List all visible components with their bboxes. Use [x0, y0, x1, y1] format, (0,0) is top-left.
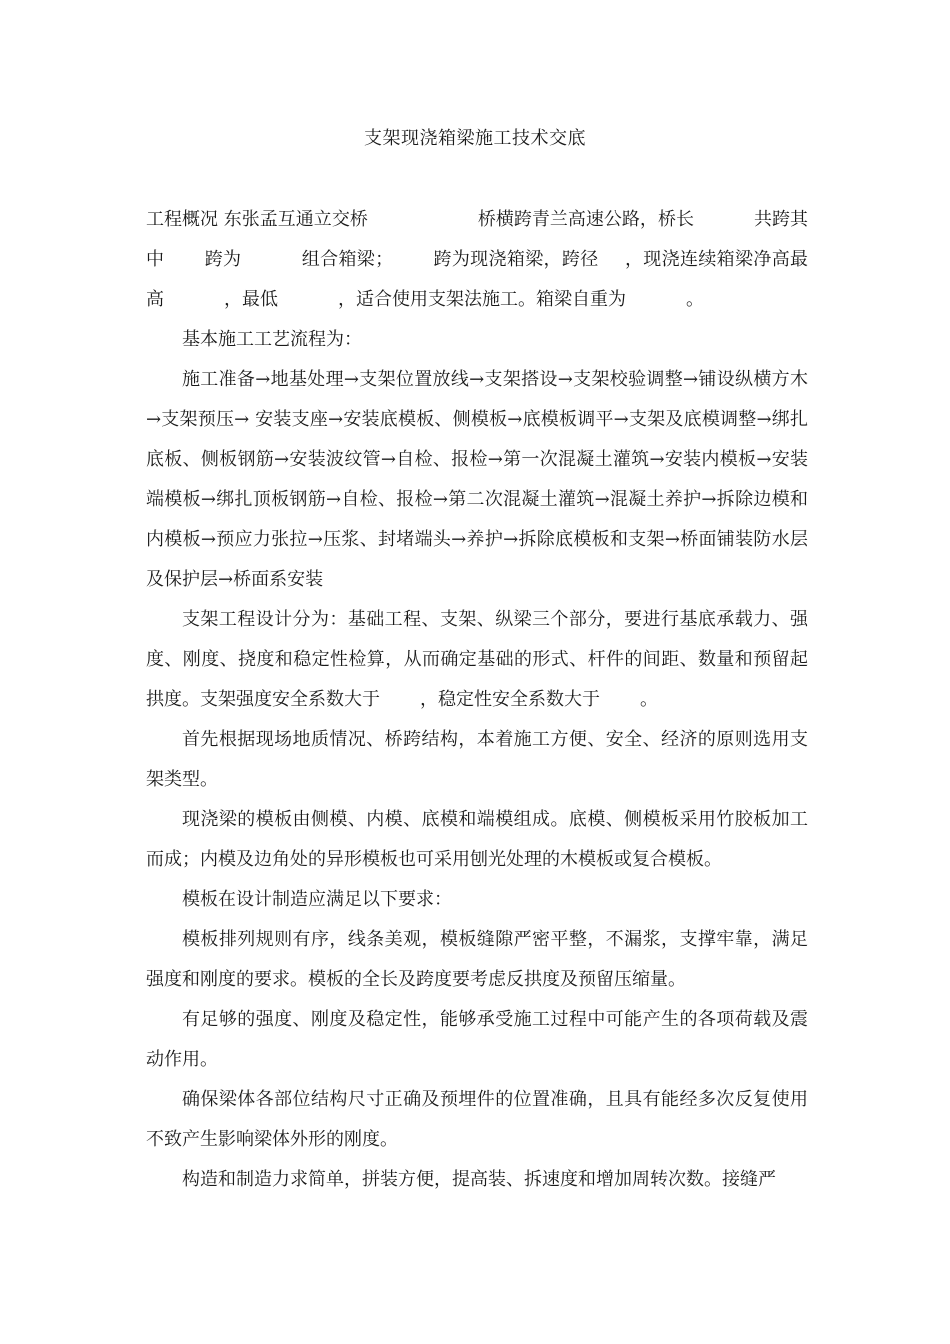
- paragraph-requirement-1: 模板排列规则有序，线条美观，模板缝隙严密平整，不漏浆，支撑牢靠，满足强度和刚度的要求。模板的全长及跨度要考虑反拱度及预留压缩量。: [146, 929, 808, 990]
- design-text-2: ，稳定性安全系数大于: [420, 689, 600, 710]
- paragraph-process-flow: 施工准备→地基处理→支架位置放线→支架搭设→支架校验调整→铺设纵横方木→支架预压→ 安装支座→安装底模板、侧模板→底模板调平→支架及底模调整→绑扎底板、侧板钢筋→安装波纹管→自检、报检→第一次混凝土灌筑→安装内模板→安装端模板→绑扎顶板钢筋→自检、报检→第二次混凝土灌筑→混凝土养护→拆除边模和内模板→预应力张拉→压浆、封堵端头→养护→拆除底模板和支架→桥面铺装防水层及保护层→桥面系安装: [146, 369, 808, 590]
- overview-text-7: ，现浇连续箱梁净高最高: [146, 249, 809, 310]
- overview-text-5: 组合箱梁；: [301, 249, 394, 270]
- design-text-3: 。: [640, 689, 658, 710]
- overview-text-6: 跨为现浇箱梁，跨径: [433, 249, 599, 270]
- paragraph-requirement-4: 构造和制造力求简单，拼装方便，提高装、拆速度和增加周转次数。接缝严: [182, 1169, 776, 1190]
- paragraph-formwork-requirements-intro: 模板在设计制造应满足以下要求：: [182, 889, 452, 910]
- paragraph-basic-process-intro: 基本施工工艺流程为：: [182, 329, 362, 350]
- document-body: [146, 200, 808, 1200]
- overview-text-4: 跨为: [204, 249, 242, 270]
- design-text-1: 支架工程设计分为：基础工程、支架、纵梁三个部分，要进行基底承载力、强度、刚度、挠度和稳定性检算，从而确定基础的形式、杆件的间距、数量和预留起拱度。支架强度安全系数大于: [146, 609, 808, 710]
- document-title: 支架现浇箱梁施工技术交底: [364, 128, 586, 149]
- paragraph-formwork-composition: 现浇梁的模板由侧模、内模、底模和端模组成。底模、侧模板采用竹胶板加工而成；内模及边角处的异形模板也可采用刨光处理的木模板或复合模板。: [146, 809, 808, 870]
- paragraph-requirement-2: 有足够的强度、刚度及稳定性，能够承受施工过程中可能产生的各项荷载及震动作用。: [146, 1009, 808, 1070]
- overview-text-2: 桥横跨青兰高速公路，桥长: [477, 209, 694, 230]
- paragraph-project-overview: [146, 200, 808, 320]
- overview-text-9: ，适合使用支架法施工。箱梁自重为: [338, 289, 626, 310]
- paragraph-support-selection: 首先根据现场地质情况、桥跨结构，本着施工方便、安全、经济的原则选用支架类型。: [146, 729, 808, 790]
- paragraph-support-design: [146, 600, 808, 720]
- overview-text-10: 。: [686, 289, 704, 310]
- overview-text-1: 工程概况 东张孟互通立交桥: [146, 209, 368, 230]
- paragraph-requirement-3: 确保梁体各部位结构尺寸正确及预埋件的位置准确，且具有能经多次反复使用不致产生影响梁体外形的刚度。: [146, 1089, 808, 1150]
- overview-text-8: ，最低: [224, 289, 278, 310]
- overview-text-3: 共跨其中: [146, 209, 808, 270]
